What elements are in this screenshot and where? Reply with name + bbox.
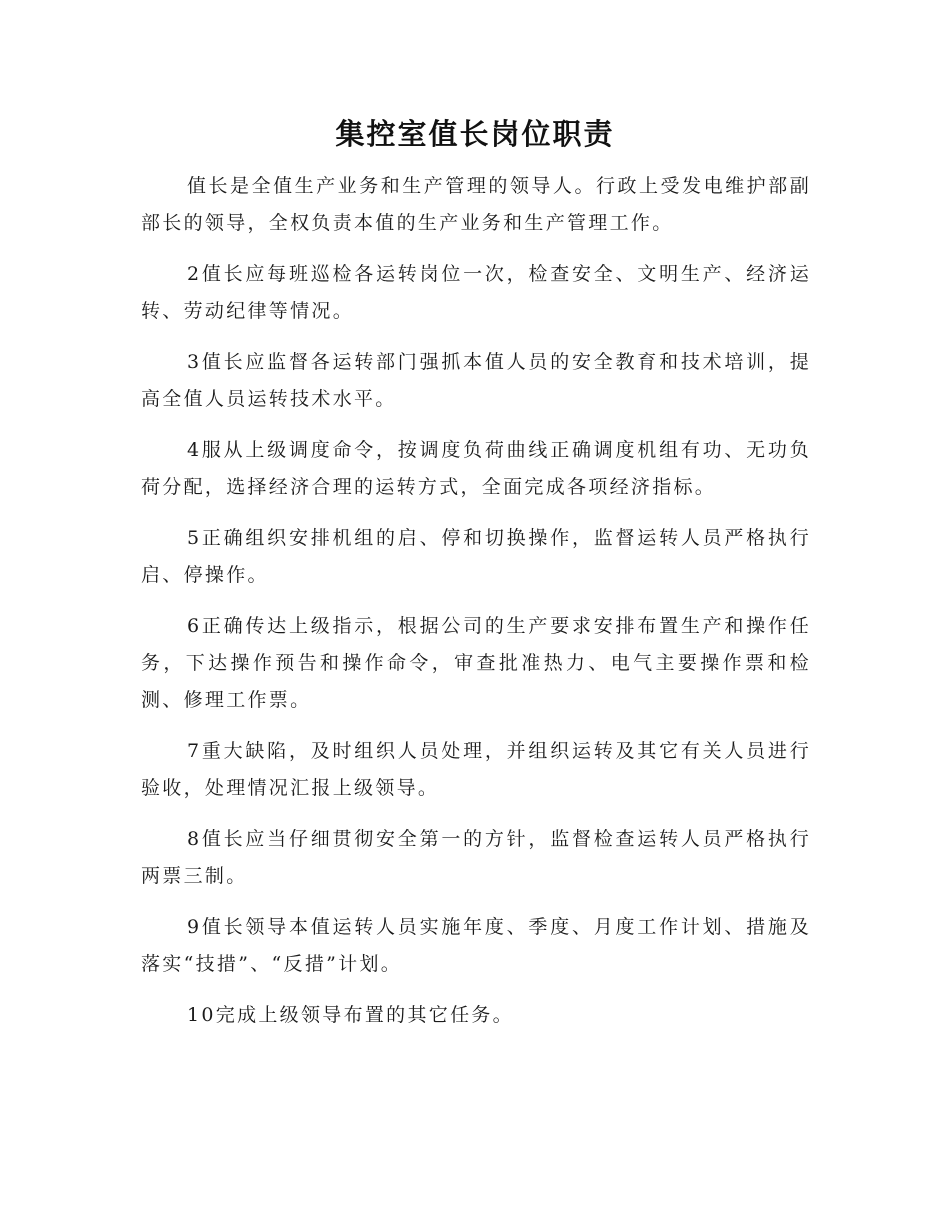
duty-item-6: 6正确传达上级指示，根据公司的生产要求安排布置生产和操作任务，下达操作预告和操作命令，审查批准热力、电气主要操作票和检测、修理工作票。 [141, 615, 811, 711]
duty-item-3: 3值长应监督各运转部门强抓本值人员的安全教育和技术培训，提高全值人员运转技术水平。 [141, 351, 811, 410]
duty-item-4: 4服从上级调度命令，按调度负荷曲线正确调度机组有功、无功负荷分配，选择经济合理的运转方式，全面完成各项经济指标。 [141, 439, 811, 498]
duty-item-7: 7重大缺陷，及时组织人员处理，并组织运转及其它有关人员进行验收，处理情况汇报上级领导。 [141, 740, 811, 799]
document-body [141, 168, 811, 1048]
duty-item-5: 5正确组织安排机组的启、停和切换操作，监督运转人员严格执行启、停操作。 [141, 527, 811, 586]
intro-paragraph: 值长是全值生产业务和生产管理的领导人。行政上受发电维护部副部长的领导，全权负责本值的生产业务和生产管理工作。 [141, 175, 811, 234]
duty-item-10: 10完成上级领导布置的其它任务。 [187, 1004, 514, 1026]
duty-item-8: 8值长应当仔细贯彻安全第一的方针，监督检查运转人员严格执行两票三制。 [141, 828, 811, 887]
document-title: 集控室值长岗位职责 [335, 117, 615, 151]
duty-item-9: 9值长领导本值运转人员实施年度、季度、月度工作计划、措施及落实“技措”、“反措”计划。 [141, 916, 811, 975]
duty-item-2: 2值长应每班巡检各运转岗位一次，检查安全、文明生产、经济运转、劳动纪律等情况。 [141, 263, 811, 322]
